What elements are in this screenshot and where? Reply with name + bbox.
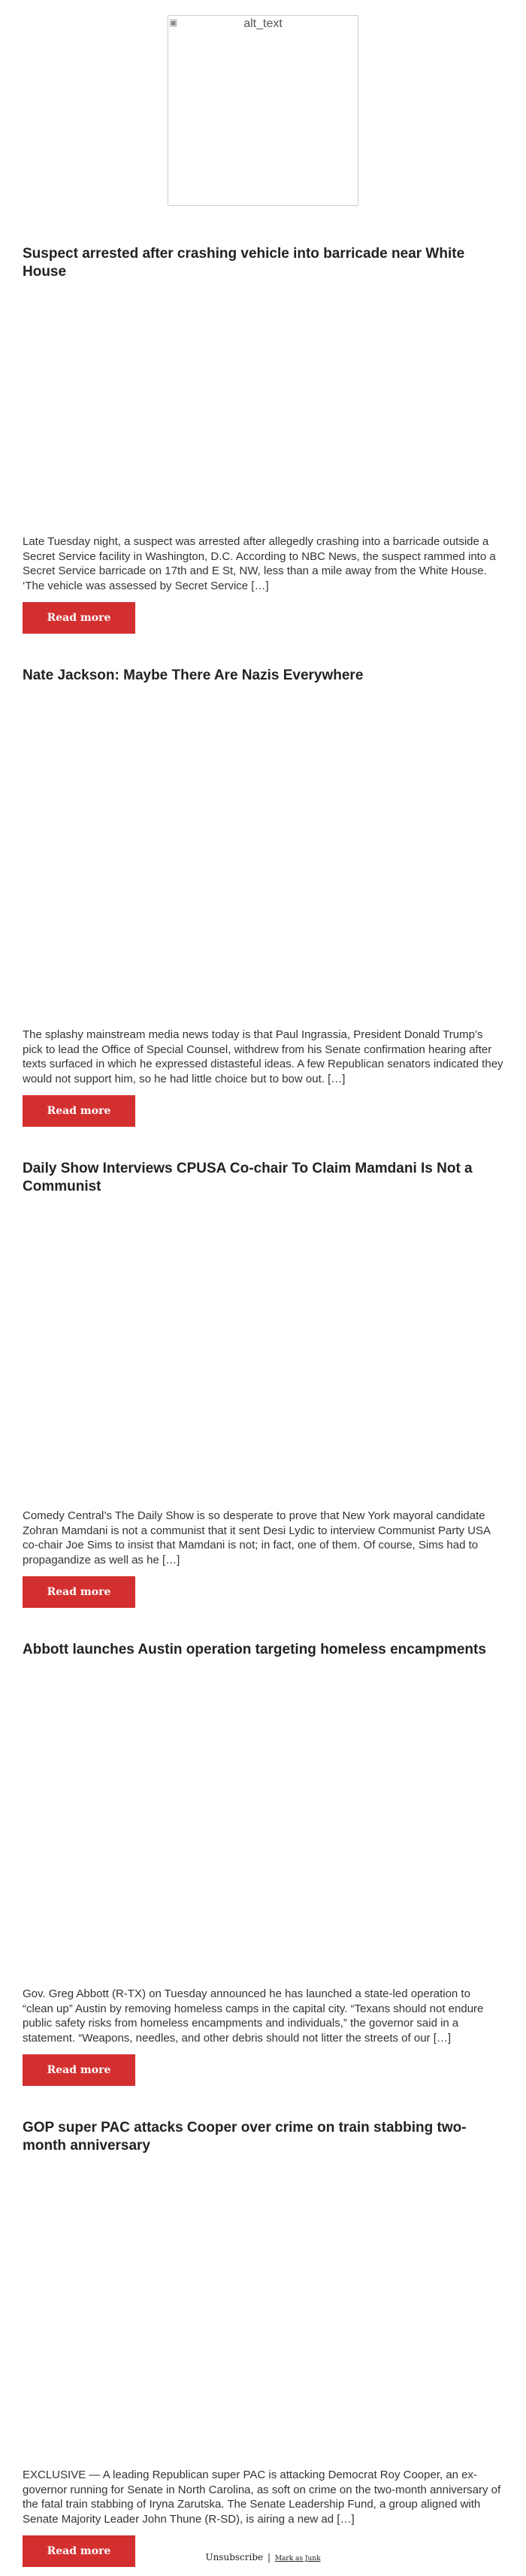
header-logo-image bbox=[168, 15, 358, 206]
read-more-button[interactable]: Read more bbox=[23, 2054, 135, 2086]
article-image[interactable] bbox=[23, 281, 503, 534]
article-image[interactable] bbox=[23, 2155, 503, 2468]
article-image[interactable] bbox=[23, 1659, 503, 1987]
article-title[interactable]: Nate Jackson: Maybe There Are Nazis Everywhere bbox=[23, 667, 364, 683]
article-title[interactable]: GOP super PAC attacks Cooper over crime on train stabbing two-month anniversary bbox=[23, 2120, 467, 2154]
article-item bbox=[0, 245, 526, 634]
article-item bbox=[0, 2119, 526, 2567]
read-more-button[interactable]: Read more bbox=[23, 1095, 135, 1127]
article-excerpt: Comedy Central’s The Daily Show is so desperate to prove that New York mayoral candidate Zohran Mamdani is not a communist that it sent Desi Lydic to interview Communist Party USA co-chair Joe Sims to insist that Mamdani is not; in fact, one of them. Of course, Sims had to propagandize as well as he […] bbox=[23, 1509, 491, 1566]
article-excerpt: The splashy mainstream media news today is that Paul Ingrassia, President Donald Trump’s pick to lead the Office of Special Counsel, withdrew from his Senate confirmation hearing after texts surfaced in which he expressed distasteful ideas. A few Republican senators indicated they would not support him, so he had little choice but to bow out. […] bbox=[23, 1028, 503, 1085]
email-body bbox=[0, 15, 526, 2567]
footer-separator: | bbox=[267, 2552, 271, 2562]
read-more-button[interactable]: Read more bbox=[23, 602, 135, 634]
read-more-button[interactable]: Read more bbox=[23, 1576, 135, 1608]
article-item bbox=[0, 1160, 526, 1608]
article-title[interactable]: Suspect arrested after crashing vehicle into barricade near White House bbox=[23, 246, 465, 280]
article-excerpt: Gov. Greg Abbott (R-TX) on Tuesday announced he has launched a state-led operation to “clean up” Austin by removing homeless camps in the capital city. “Texans should not endure public safety risks from homeless encampments and individuals,” the governor said in a statement. “Weapons, needles, and other debris should not litter the streets of our […] bbox=[23, 1987, 484, 2045]
broken-image-icon: ▣ bbox=[169, 17, 178, 28]
article-image[interactable] bbox=[23, 1196, 503, 1509]
article-item bbox=[0, 1641, 526, 2086]
article-title[interactable]: Daily Show Interviews CPUSA Co-chair To Claim Mamdani Is Not a Communist bbox=[23, 1161, 473, 1194]
unsubscribe-link[interactable]: Unsubscribe bbox=[205, 2552, 264, 2562]
logo-alt-text: alt_text bbox=[243, 17, 283, 30]
article-image[interactable] bbox=[23, 685, 503, 1028]
article-title[interactable]: Abbott launches Austin operation targeting homeless encampments bbox=[23, 1642, 486, 1657]
read-more-button[interactable]: Read more bbox=[23, 2535, 135, 2567]
mark-as-junk-link[interactable]: Mark as Junk bbox=[274, 2555, 321, 2562]
article-item bbox=[0, 667, 526, 1127]
article-excerpt: EXCLUSIVE — A leading Republican super PAC is attacking Democrat Roy Cooper, an ex-governor running for Senate in North Carolina, as soft on crime on the two-month anniversary of the fatal train stabbing of Iryna Zarutska. The Senate Leadership Fund, a group aligned with Senate Majority Leader John Thune (R-SD), is airing a new ad […] bbox=[23, 2469, 501, 2526]
article-list bbox=[0, 245, 526, 2567]
article-excerpt: Late Tuesday night, a suspect was arrested after allegedly crashing into a barricade outside a Secret Service facility in Washington, D.C. According to NBC News, the suspect rammed into a Secret Service barricade on 17th and E St, NW, less than a mile away from the White House. ‘The vehicle was assessed by Secret Service […] bbox=[23, 535, 496, 592]
